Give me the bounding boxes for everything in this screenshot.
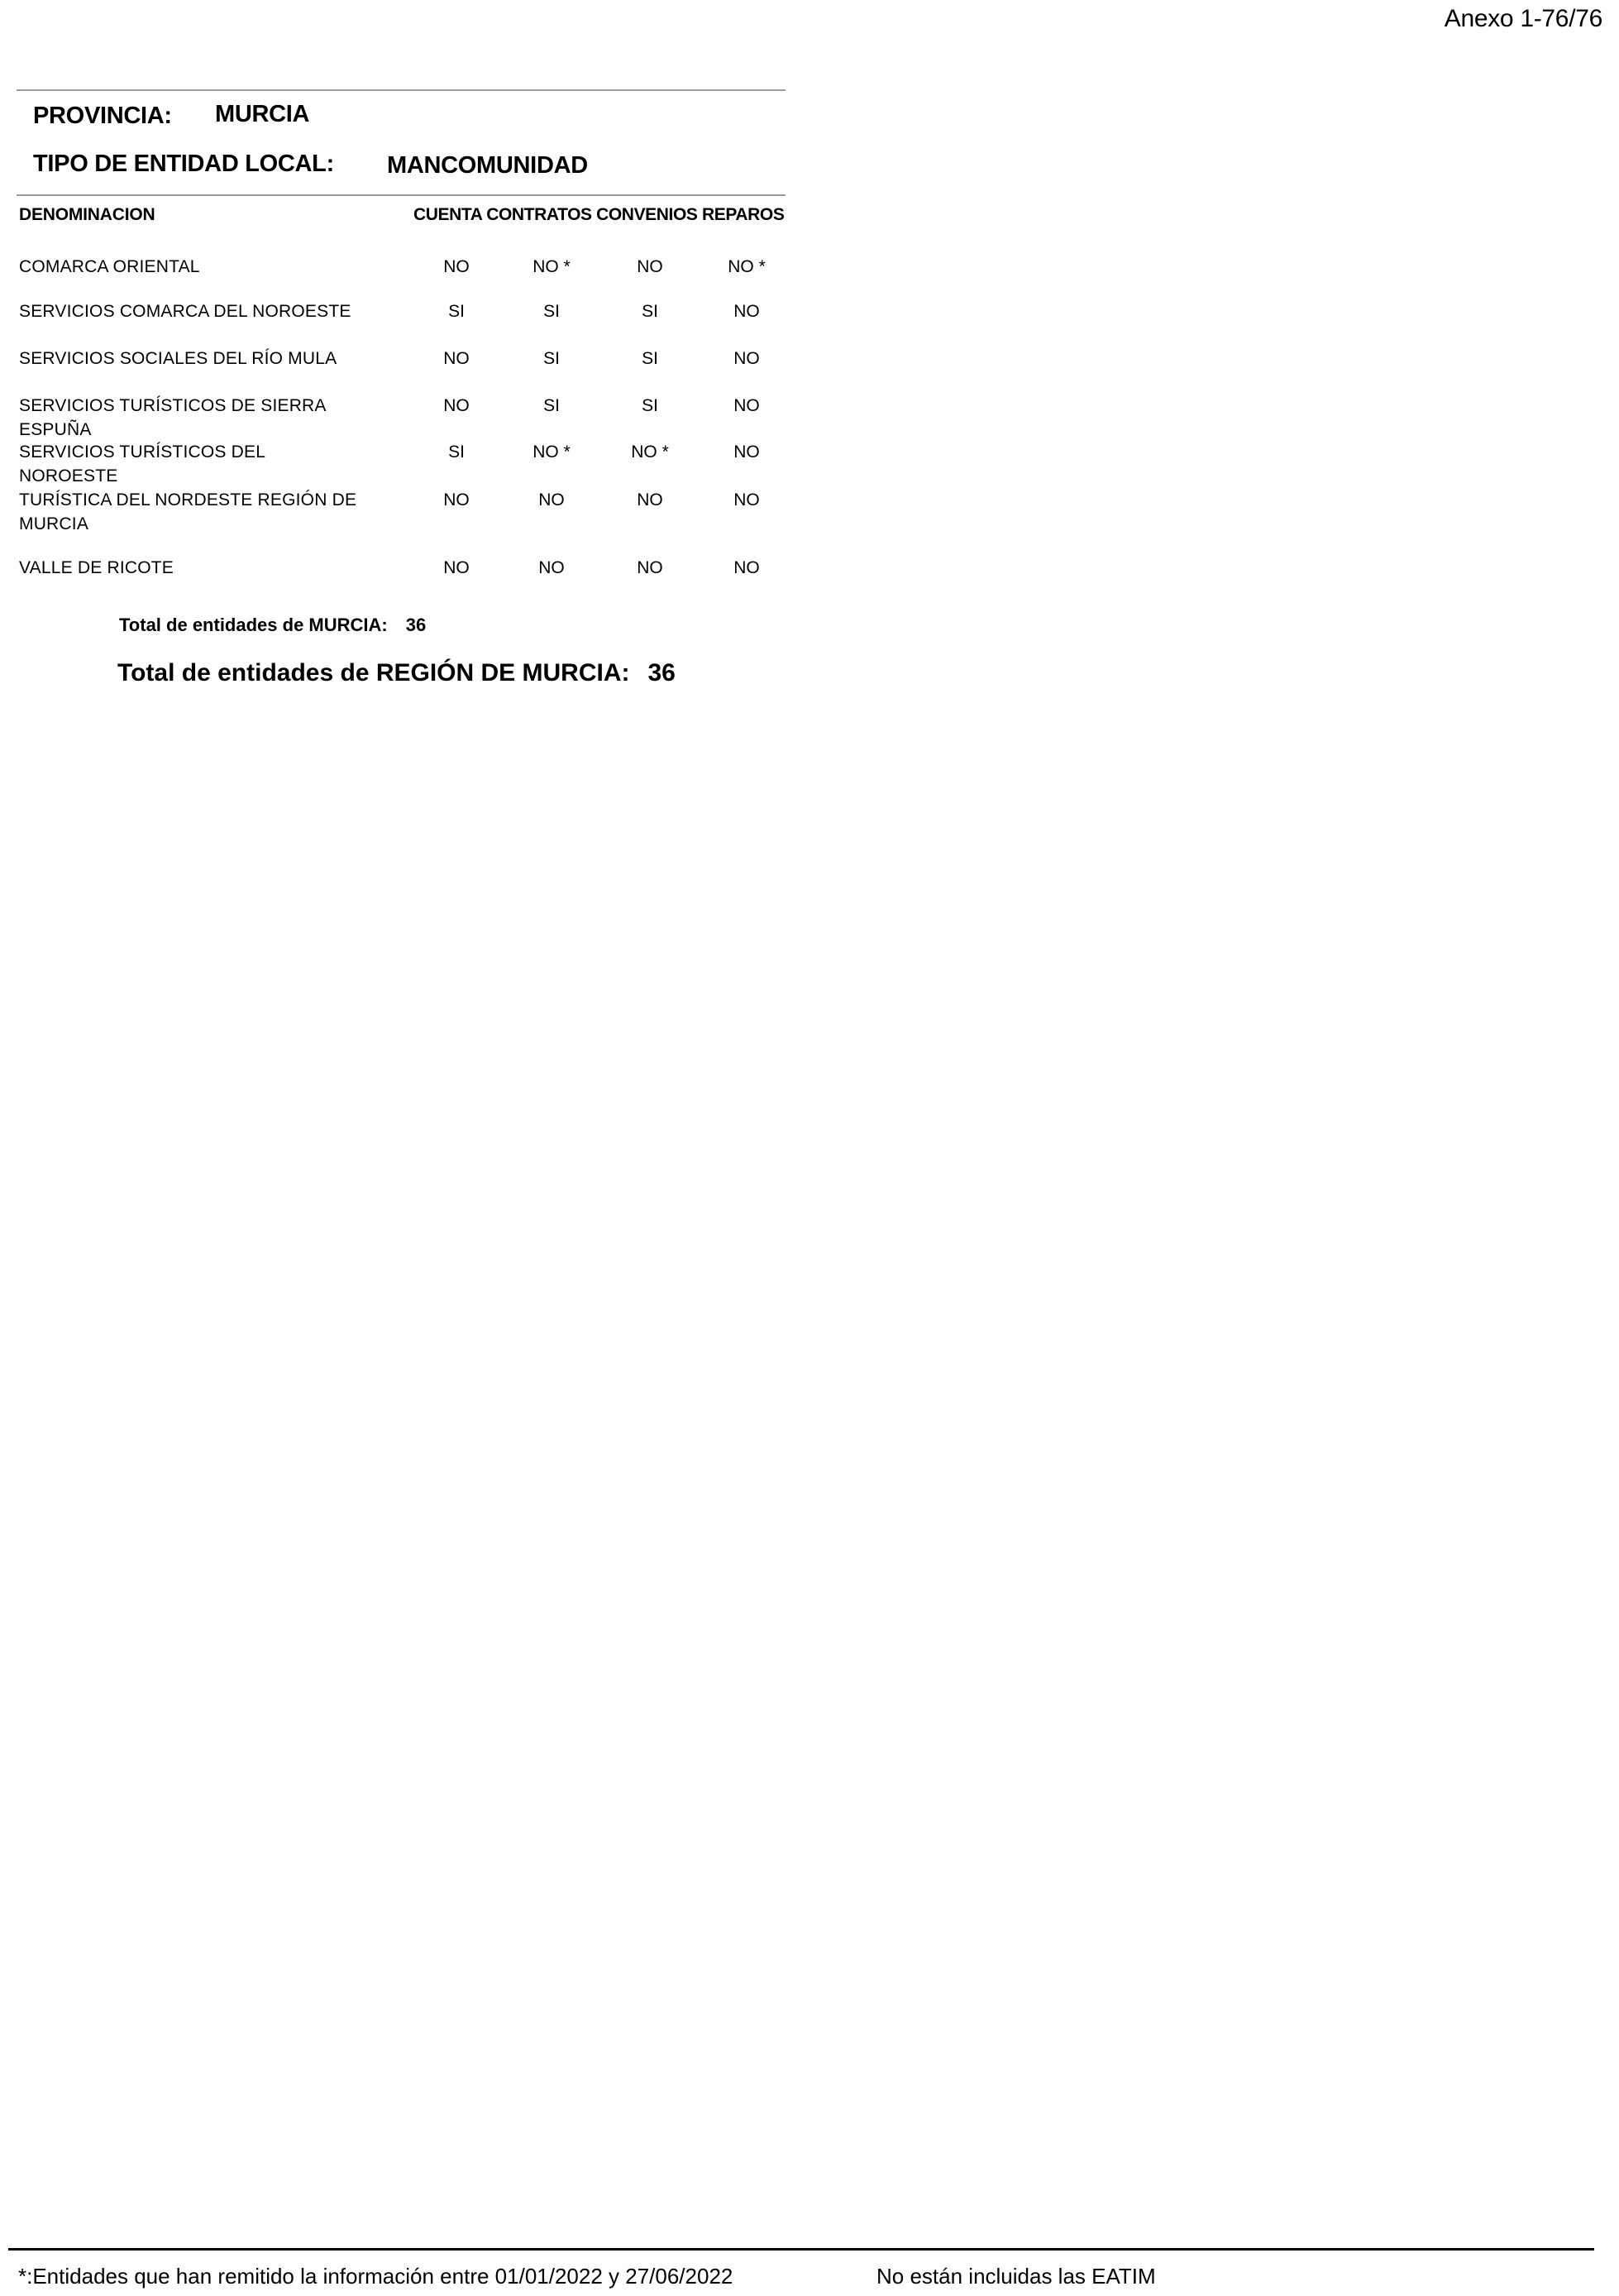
cell-convenios: SI <box>642 349 658 368</box>
column-headers-values <box>413 205 784 225</box>
cell-cuenta: NO <box>443 349 470 368</box>
column-header-contratos: CONTRATOS <box>486 205 592 224</box>
cell-convenios: SI <box>642 396 658 415</box>
provincia-value: MURCIA <box>215 101 310 127</box>
total-region-label: Total de entidades de REGIÓN DE MURCIA: <box>117 659 630 686</box>
cell-reparos: NO <box>733 349 760 368</box>
cell-cuenta: NO <box>443 558 470 577</box>
cell-convenios: NO <box>637 558 663 577</box>
cell-cuenta: NO <box>443 490 470 509</box>
cell-convenios: SI <box>642 302 658 321</box>
header-bottom-rule <box>17 194 786 196</box>
cell-contratos: NO * <box>533 442 571 462</box>
cell-contratos: SI <box>543 396 560 415</box>
entity-name: SERVICIOS TURÍSTICOS DE SIERRA ESPUÑA <box>19 396 326 439</box>
cell-cuenta: NO <box>443 396 470 415</box>
total-region-value: 36 <box>647 659 676 686</box>
total-provincia <box>119 615 426 636</box>
cell-cuenta: SI <box>448 442 465 462</box>
page-reference: Anexo 1-76/76 <box>1444 5 1602 32</box>
cell-contratos: SI <box>543 302 560 321</box>
total-provincia-label: Total de entidades de MURCIA: <box>119 615 388 635</box>
cell-reparos: NO <box>733 558 760 577</box>
footer-rule <box>8 2248 1594 2251</box>
cell-reparos: NO <box>733 302 760 321</box>
total-provincia-value: 36 <box>405 615 427 635</box>
entity-name: VALLE DE RICOTE <box>19 558 174 577</box>
column-header-reparos: REPAROS <box>701 205 785 224</box>
tipo-entidad-value: MANCOMUNIDAD <box>387 152 588 179</box>
tipo-entidad-label: TIPO DE ENTIDAD LOCAL: <box>33 151 334 177</box>
total-region <box>117 659 676 687</box>
cell-contratos: NO * <box>533 257 571 276</box>
cell-reparos: NO <box>733 490 760 509</box>
footer-note: *:Entidades que han remitido la información entre 01/01/2022 y 27/06/2022 <box>18 2264 733 2289</box>
cell-reparos: NO * <box>728 257 766 276</box>
cell-reparos: NO <box>733 396 760 415</box>
provincia-label: PROVINCIA: <box>33 103 172 129</box>
cell-reparos: NO <box>733 442 760 462</box>
entity-name: SERVICIOS SOCIALES DEL RÍO MULA <box>19 349 337 368</box>
cell-cuenta: NO <box>443 257 470 276</box>
entity-name: TURÍSTICA DEL NORDESTE REGIÓN DE MURCIA <box>19 490 357 533</box>
entity-name: SERVICIOS TURÍSTICOS DEL NOROESTE <box>19 442 265 486</box>
footer-exclusion: No están incluidas las EATIM <box>876 2264 1156 2289</box>
cell-convenios: NO <box>637 490 663 509</box>
cell-cuenta: SI <box>448 302 465 321</box>
column-header-denominacion: DENOMINACION <box>19 205 155 224</box>
entity-name: SERVICIOS COMARCA DEL NOROESTE <box>19 302 351 321</box>
cell-convenios: NO <box>637 257 663 276</box>
cell-contratos: NO <box>538 490 565 509</box>
entity-name: COMARCA ORIENTAL <box>19 257 200 276</box>
column-header-cuenta: CUENTA <box>413 205 482 224</box>
cell-convenios: NO * <box>631 442 669 462</box>
column-header-convenios: CONVENIOS <box>596 205 698 224</box>
cell-contratos: NO <box>538 558 565 577</box>
cell-contratos: SI <box>543 349 560 368</box>
header-top-rule <box>17 89 786 91</box>
